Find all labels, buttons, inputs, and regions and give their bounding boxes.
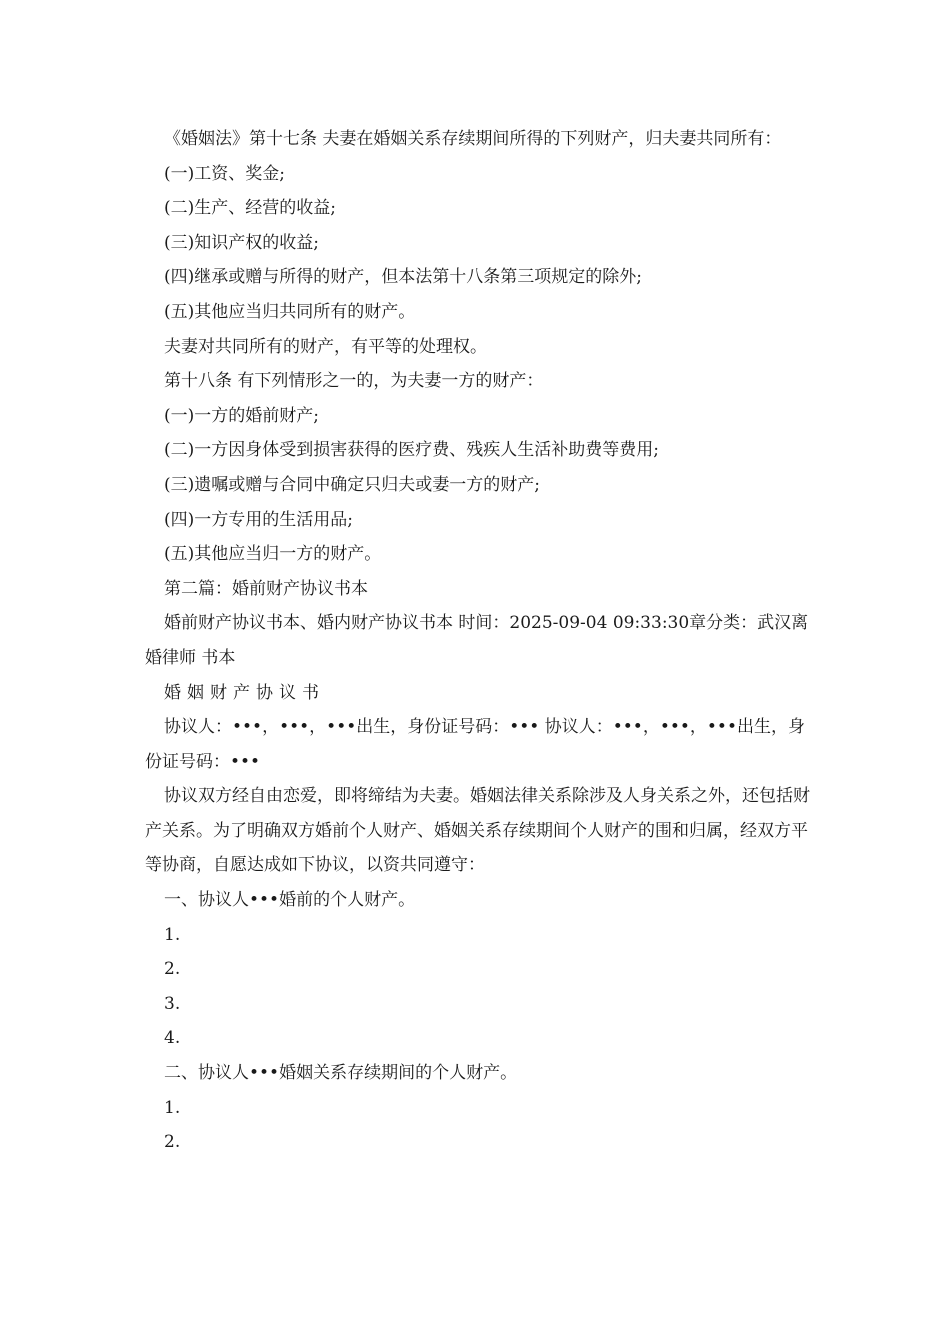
article-17-item-4: (四)继承或赠与所得的财产，但本法第十八条第三项规定的除外; [164, 267, 642, 288]
clause-2-item-2: 2. [164, 1132, 181, 1153]
article-17-equal-rights: 夫妻对共同所有的财产，有平等的处理权。 [164, 336, 487, 357]
article-17-item-3: (三)知识产权的收益; [164, 232, 319, 253]
article-18-item-2: (二)一方因身体受到损害获得的医疗费、残疾人生活补助费等费用; [164, 440, 659, 461]
section-2-meta: 婚前财产协议书本、婚内财产协议书本 时间：2025-09-04 09:33:30章分类：武汉离婚律师 书本 [145, 613, 809, 668]
article-17-item-2: (二)生产、经营的收益; [164, 198, 336, 219]
article-17-item-1: (一)工资、奖金; [164, 163, 285, 184]
clause-1-heading: 一、协议人•••婚前的个人财产。 [164, 890, 416, 911]
article-18-item-4: (四)一方专用的生活用品; [164, 509, 353, 530]
clause-2-heading: 二、协议人•••婚姻关系存续期间的个人财产。 [164, 1063, 518, 1084]
parties-line: 协议人：•••，•••，•••出生，身份证号码：••• 协议人：•••，•••，•••出生，身份证号码：••• [145, 717, 805, 772]
article-17-intro: 《婚姻法》第十七条 夫妻在婚姻关系存续期间所得的下列财产，归夫妻共同所有： [164, 129, 782, 149]
article-17-item-5: (五)其他应当归共同所有的财产。 [164, 301, 416, 322]
article-18-item-3: (三)遗嘱或赠与合同中确定只归夫或妻一方的财产; [164, 474, 540, 495]
clause-1-item-4: 4. [164, 1028, 181, 1049]
article-18-item-5: (五)其他应当归一方的财产。 [164, 544, 382, 565]
section-2-heading: 第二篇：婚前财产协议书本 [164, 578, 368, 599]
agreement-title: 婚姻财产协议书 [164, 682, 325, 703]
article-18-item-1: (一)一方的婚前财产; [164, 405, 319, 426]
clause-2-item-1: 1. [164, 1097, 181, 1118]
agreement-preamble: 协议双方经自由恋爱，即将缔结为夫妻。婚姻法律关系除涉及人身关系之外，还包括财产关系。为了明确双方婚前个人财产、婚姻关系存续期间个人财产的围和归属，经双方平等协商，自愿达成如下协议，以资共同遵守： [145, 786, 810, 876]
clause-1-item-3: 3. [164, 993, 181, 1014]
document-body [145, 122, 815, 1160]
article-18-intro: 第十八条 有下列情形之一的，为夫妻一方的财产： [164, 371, 544, 392]
clause-1-item-2: 2. [164, 959, 181, 980]
clause-1-item-1: 1. [164, 924, 181, 945]
